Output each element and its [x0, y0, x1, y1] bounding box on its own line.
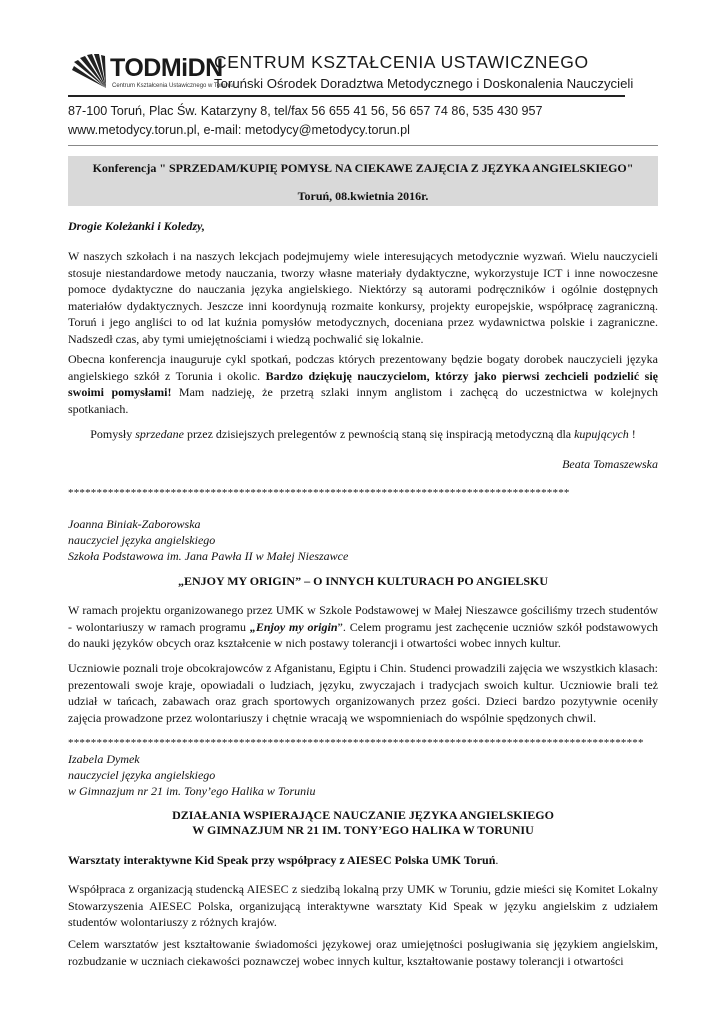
- institution-title: CENTRUM KSZTAŁCENIA USTAWICZNEGO: [214, 52, 589, 72]
- article1-p1-program: „Enjoy my origin: [249, 619, 338, 634]
- article1-title: „ENJOY MY ORIGIN” – O INNYCH KULTURACH PO ANGIELSKU: [177, 574, 549, 588]
- article2-subtitle-end: .: [495, 853, 499, 867]
- article2-subtitle: [68, 852, 658, 869]
- article2-title: [68, 808, 658, 838]
- institution-subtitle: Toruński Ośrodek Doradztwa Metodycznego i Doskonalenia Nauczycieli: [214, 76, 634, 91]
- article1-byline: [68, 516, 658, 564]
- article1-paragraph-1: [68, 602, 658, 652]
- header-divider-thin: [68, 145, 658, 146]
- article2-paragraph-2: Celem warsztatów jest kształtowanie świadomości językowej oraz umiejętności posługiwania się językiem angielskim, rozbudzanie w uczniach ciekawości poznawczej wobec innych kultur, kształtowanie postawy tolerancji i otwartości: [68, 937, 658, 968]
- intro-paragraph-1: W naszych szkołach i na naszych lekcjach podejmujemy wiele interesujących metodycznie wyzwań. Wielu nauczycieli stosuje niestandardowe metody nauczania, tworzy własne materiały dydaktyczne, wykorzystuje ICT i inne nowoczesne pomoce dydaktyczne do nauczania języka angielskiego. Niektórzy są autorami podręczników i ogólnie dostępnych materiałów dydaktycznych. Jeszcze inni koordynują rozmaite konkursy, projekty europejskie, współpracę zagraniczną. Toruń i jego angliści to od lat kuźnia pomysłów metodycznych, doceniana przez wydawnictwa polskie i zagraniczne. Nadszedł czas, aby tymi umiejętnościami i wiedzą pochwalić się lokalnie.: [68, 249, 658, 346]
- intro-p3-end: !: [628, 427, 636, 441]
- intro-p2-bold: Bardzo dziękuję nauczycielom, którzy jako pierwsi zechcieli podzielić się swoimi pomysłami!: [68, 368, 658, 400]
- logo-subtext: Centrum Kształcenia Ustawicznego w Toruniu: [112, 83, 234, 89]
- separator: *****************************************************************************************************: [68, 737, 644, 749]
- greeting: Drogie Koleżanki i Koledzy,: [68, 219, 205, 233]
- article1-author: Joanna Biniak-Zaborowska: [68, 517, 201, 531]
- conference-banner: [68, 156, 658, 206]
- intro-paragraph-3: [68, 426, 658, 443]
- intro-paragraph-2: [68, 351, 658, 417]
- article1-p1-text-end: ”. Celem programu jest zachęcenie uczniów szkół podstawowych do nauki języków obcych oraz kształcenie w nich postawy tolerancji i otwartości wobec innych kultur.: [68, 619, 658, 651]
- article1-p1-text: W ramach projektu organizowanego przez UMK w Szkole Podstawowej w Małej Nieszawce gościliśmy trzech studentów - wolontariuszy w ramach programu: [68, 603, 658, 634]
- intro-p3-text-mid: przez dzisiejszych prelegentów z pewnością staną się inspiracją metodyczną dla: [183, 427, 575, 441]
- conference-date: Toruń, 08.kwietnia 2016r.: [297, 189, 429, 203]
- article1-paragraph-2: Uczniowie poznali troje obcokrajowców z Afganistanu, Egiptu i Chin. Studenci prowadzili zajęcia we wszystkich klasach: prezentowali swoje kraje, opowiadali o ludziach, języku, zwyczajach i tradycjach swoich kultur. Uczniowie brali też udział w tańcach, zabawach oraz grach sportowych organizowanych przez gości. Dzieci bardzo pozytywnie oceniły zajęcia prowadzone przez wolontariuszy i chętnie wracają we wspomnieniach do wspólnie spędzonych chwil.: [68, 661, 658, 725]
- institution-address: [68, 102, 542, 140]
- article1-school: Szkoła Podstawowa im. Jana Pawła II w Małej Nieszawce: [68, 549, 349, 563]
- todmidn-logo: [70, 52, 234, 96]
- article2-subtitle-text: Warsztaty interaktywne Kid Speak przy współpracy z AIESEC Polska UMK Toruń: [68, 853, 496, 867]
- web-email-line: www.metodycy.torun.pl, e-mail: metodycy@metodycy.torun.pl: [68, 123, 410, 137]
- intro-p3-text: Pomysły: [90, 427, 136, 441]
- article1-role: nauczyciel języka angielskiego: [68, 533, 216, 547]
- article2-role: nauczyciel języka angielskiego: [68, 768, 216, 782]
- article2-byline: [68, 751, 658, 799]
- fan-logo-icon: [70, 52, 112, 90]
- conference-title: Konferencja " SPRZEDAM/KUPIĘ POMYSŁ NA CIEKAWE ZAJĘCIA Z JĘZYKA ANGIELSKIEGO": [92, 161, 634, 175]
- signature: Beata Tomaszewska: [562, 457, 658, 471]
- header-divider: [68, 95, 625, 97]
- address-line: 87-100 Toruń, Plac Św. Katarzyny 8, tel/fax 56 655 41 56, 56 657 74 86, 535 430 957: [68, 104, 543, 118]
- logo-text: TODMiDN: [110, 54, 223, 82]
- article2-school: w Gimnazjum nr 21 im. Tony’ego Halika w Toruniu: [68, 784, 316, 798]
- intro-p3-italic-2: kupujących: [574, 427, 629, 441]
- article2-title-line2: W GIMNAZJUM NR 21 IM. TONY’EGO HALIKA W TORUNIU: [192, 823, 534, 837]
- article2-paragraph-1: Współpraca z organizacją studencką AIESEC z siedzibą lokalną przy UMK w Toruniu, gdzie mieści się Komitet Lokalny Stowarzyszenia AIESEC Polska, organizującą interaktywne warsztaty Kid Speak w języku angielskim z udziałem studentów wolontariuszy z różnych krajów.: [68, 882, 658, 930]
- intro-p2-text: Obecna konferencja inauguruje cykl spotkań, podczas których prezentowany będzie bogaty dorobek nauczycieli języka angielskiego szkół z Torunia i okolic.: [68, 352, 658, 383]
- intro-p2-text-end: Mam nadzieję, że przetrą szlaki innym anglistom i zachęcą do uczestnictwa w kolejnych spotkaniach.: [68, 385, 659, 416]
- article2-title-line1: DZIAŁANIA WSPIERAJĄCE NAUCZANIE JĘZYKA ANGIELSKIEGO: [172, 808, 554, 822]
- article2-author: Izabela Dymek: [68, 752, 140, 766]
- intro-p3-italic: sprzedane: [135, 427, 184, 441]
- separator: ****************************************************************************************: [68, 487, 570, 499]
